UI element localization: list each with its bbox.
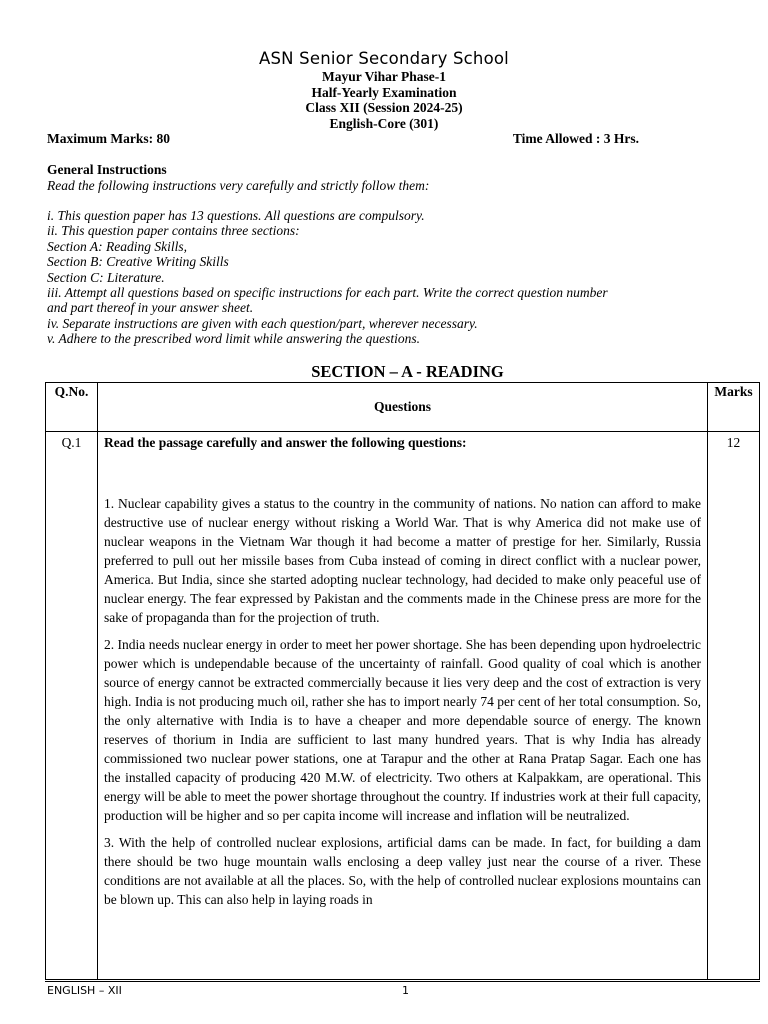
footer-divider (45, 981, 760, 982)
header-marks: Marks (708, 383, 760, 432)
instructions-subtitle: Read the following instructions very carefully and strictly follow them: (47, 178, 430, 193)
passage-paragraph: 2. India needs nuclear energy in order to meet her power shortage. She has been depending upon hydroelectric power which is undependable because of the uncertainty of rainfall. Good quality of coal which is another source of energy cannot be extracted commercially because it lies very deep and the cost of extraction is very high. India is not producing much oil, rather she has to import nearly 74 per cent of her total consumption. So, the only alternative with India is to have a cheaper and more dependable source of energy. The known reserves of thorium in India are sufficient to last many hundred years. That is why India has already commissioned two nuclear power stations, one at Tarapur and the other at Rana Pratap Sagar. Each one has the installed capacity of producing 420 M.W. of electricity. Two others at Kalpakkam, are operational. This energy will be able to meet the power shortage throughout the country. If industries work at their full capacity, production will be higher and so per capita income will increase and inflation will be neutralized. (104, 637, 701, 823)
instruction-item: ii. This question paper contains three sections: (47, 223, 300, 239)
instructions-title: General Instructions (47, 162, 167, 177)
header-qno: Q.No. (46, 383, 98, 432)
question-marks: 12 (708, 432, 760, 980)
passage-paragraph: 1. Nuclear capability gives a status to the country in the community of nations. No nation can afford to make destructive use of nuclear energy without risking a World War. That is why America did not make use of nuclear weapons in the Vietnam War though it had become a matter of prestige for her. Similarly, Russia preferred to pull out her missile bases from Cuba instead of coming in direct conflict with a nuclear power, America. But India, since she started adopting nuclear technology, had decided to make only peaceful use of nuclear energy. The fear expressed by Pakistan and the comments made in the Chinese press are more for the sake of propaganda than for the projection of truth. (104, 496, 701, 625)
instruction-item: i. This question paper has 13 questions. All questions are compulsory. (47, 208, 425, 223)
instruction-item: v. Adhere to the prescribed word limit while answering the questions. (47, 331, 420, 347)
section-title: SECTION – A - READING (311, 362, 504, 381)
instructions-list (47, 208, 627, 347)
table-row (46, 432, 760, 980)
school-name: ASN Senior Secondary School (259, 49, 509, 68)
question-number: Q.1 (46, 432, 98, 980)
subject-code: English-Core (301) (329, 116, 439, 131)
marks-time-row (47, 131, 639, 147)
school-location: Mayur Vihar Phase-1 (321, 69, 446, 84)
question-content (98, 432, 708, 980)
instruction-item: Section C: Literature. (47, 269, 165, 285)
table-header-row (46, 383, 760, 432)
page-number: 1 (402, 984, 409, 997)
class-session: Class XII (Session 2024-25) (305, 100, 463, 115)
time-allowed: Time Allowed : 3 Hrs. (512, 131, 639, 146)
instruction-item: iii. Attempt all questions based on specific instructions for each part. Write the correct question number and part thereof in your answer sheet. (47, 285, 608, 316)
question-table (45, 382, 760, 980)
instruction-item: Section A: Reading Skills, (47, 238, 187, 254)
footer-subject: ENGLISH – XII (47, 984, 122, 997)
instruction-item: Section B: Creative Writing Skills (47, 254, 229, 270)
passage-paragraph: 3. With the help of controlled nuclear explosions, artificial dams can be made. In fact, for building a dam there should be two huge mountain walls enclosing a deep valley just near the course of a river. These conditions are not available at all the places. So, with the help of controlled nuclear explosions mountains can be blown up. This can also help in laying roads in (104, 835, 701, 907)
exam-name: Half-Yearly Examination (311, 85, 457, 100)
header-questions: Questions (98, 383, 708, 432)
instruction-item: iv. Separate instructions are given with each question/part, wherever necessary. (47, 315, 478, 331)
question-lead: Read the passage carefully and answer the following questions: (104, 435, 467, 450)
max-marks: Maximum Marks: 80 (47, 131, 170, 146)
